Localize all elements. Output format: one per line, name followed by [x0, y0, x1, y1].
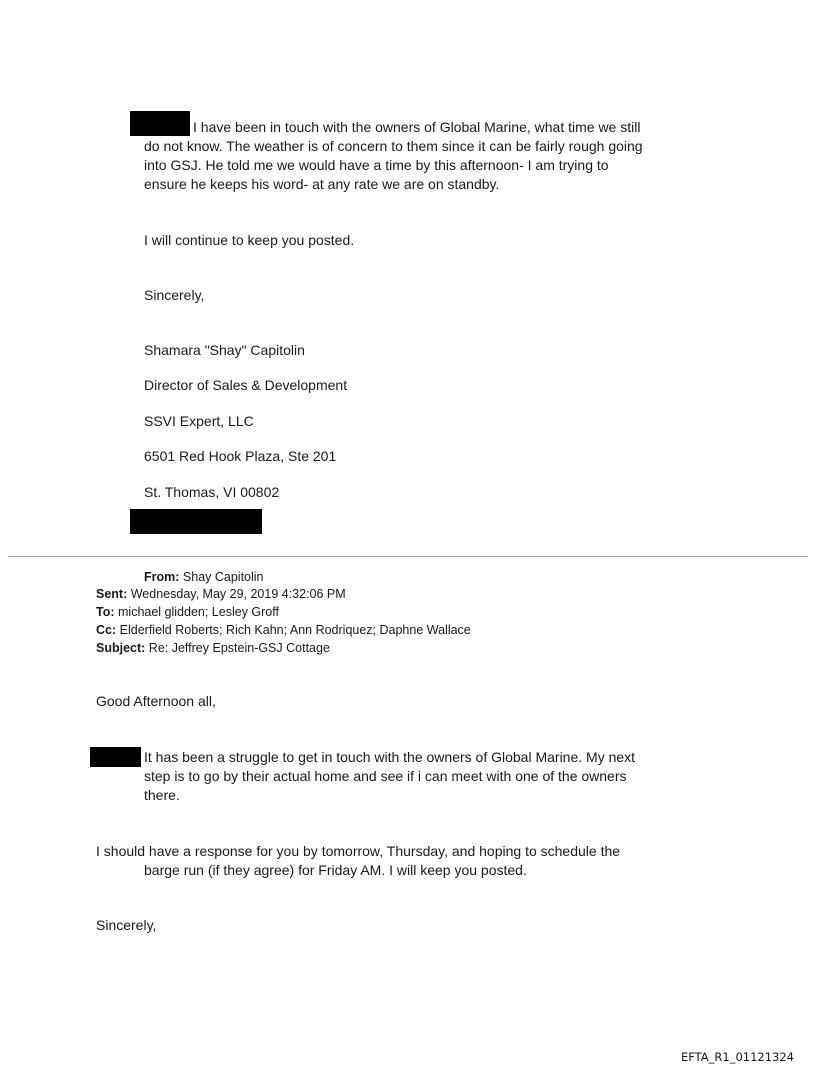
signature-company: SSVI Expert, LLC	[144, 413, 254, 429]
closing: Sincerely,	[144, 287, 205, 303]
sent-value: Wednesday, May 29, 2019 4:32:06 PM	[130, 587, 346, 601]
redaction-block	[90, 747, 141, 767]
greeting: Good Afternoon all,	[96, 693, 216, 709]
subject-label: Subject:	[96, 641, 146, 655]
closing: Sincerely,	[96, 917, 157, 933]
signature-name: Shamara "Shay" Capitolin	[144, 342, 305, 358]
lower-message-line: there.	[144, 787, 180, 803]
to-label: To:	[96, 605, 115, 619]
subject-value: Re: Jeffrey Epstein-GSJ Cottage	[148, 641, 330, 655]
redaction-block	[130, 111, 190, 136]
lower-message-line: It has been a struggle to get in touch with the owners of Global Marine. My next	[144, 749, 636, 765]
document-id: EFTA_R1_01121324	[680, 1050, 794, 1064]
upper-message-line: ensure he keeps his word- at any rate we are on standby.	[144, 176, 500, 192]
lower-message-line: step is to go by their actual home and see if i can meet with one of the owners	[144, 768, 627, 784]
cc-label: Cc:	[96, 623, 117, 637]
to-value: michael glidden; Lesley Groff	[118, 605, 279, 619]
from-label: From:	[144, 570, 180, 584]
upper-message-line: I have been in touch with the owners of Global Marine, what time we still	[193, 119, 641, 135]
lower-message-line: I should have a response for you by tomorrow, Thursday, and hoping to schedule the	[96, 843, 621, 859]
upper-message-line: into GSJ. He told me we would have a time by this afternoon- I am trying to	[144, 157, 609, 173]
divider	[8, 556, 808, 557]
redaction-block	[130, 509, 262, 534]
lower-message-line: barge run (if they agree) for Friday AM. I will keep you posted.	[144, 862, 527, 878]
header-cc	[96, 621, 471, 639]
header-from	[144, 568, 264, 586]
sent-label: Sent:	[96, 587, 128, 601]
signature-address-line2: St. Thomas, VI 00802	[144, 484, 280, 500]
continue-line: I will continue to keep you posted.	[144, 232, 355, 248]
header-sent	[96, 585, 346, 603]
header-subject	[96, 639, 330, 657]
signature-title: Director of Sales & Development	[144, 377, 348, 393]
from-value: Shay Capitolin	[182, 570, 264, 584]
upper-message-line: do not know. The weather is of concern to them since it can be fairly rough going	[144, 138, 643, 154]
cc-value: Elderfield Roberts; Rich Kahn; Ann Rodriquez; Daphne Wallace	[119, 623, 471, 637]
signature-address-line1: 6501 Red Hook Plaza, Ste 201	[144, 448, 337, 464]
header-to	[96, 603, 279, 621]
